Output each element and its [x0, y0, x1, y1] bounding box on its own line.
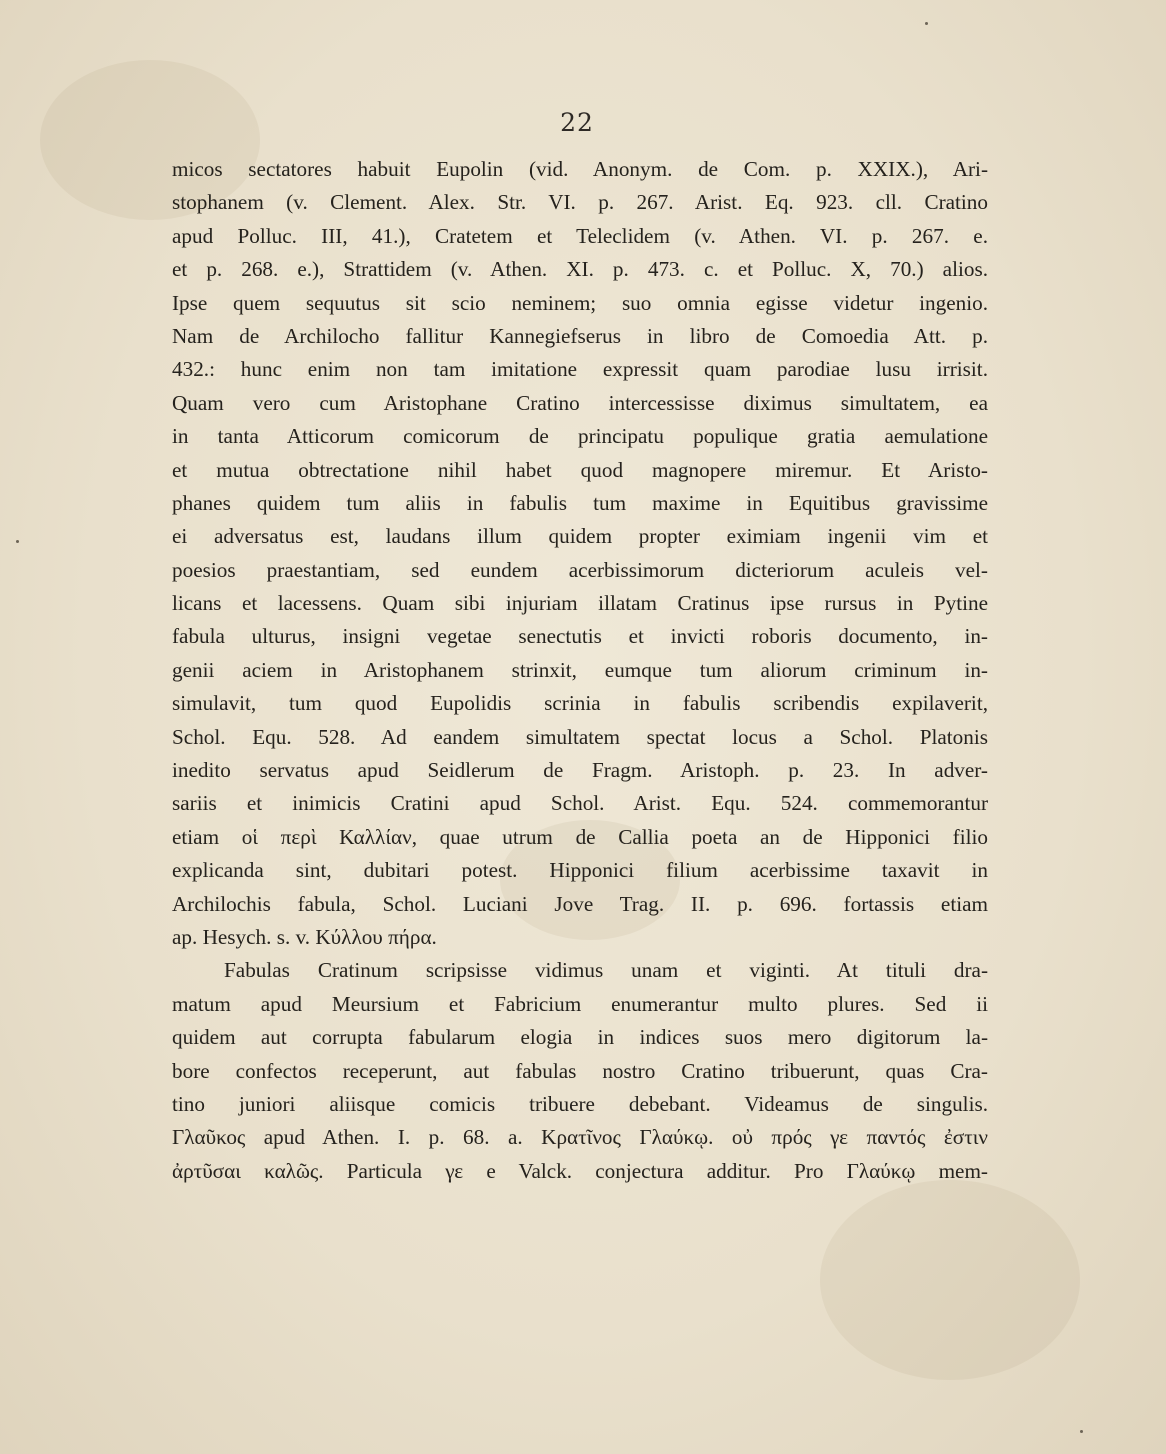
text-line: Fabulas Cratinum scripsisse vidimus unam et viginti. At tituli dra- [224, 958, 988, 983]
text-line: Nam de Archilocho fallitur Kannegiefserus in libro de Comoedia Att. p. [172, 323, 988, 348]
text-line: genii aciem in Aristophanem strinxit, eumque tum aliorum criminum in- [172, 657, 988, 682]
page-number: 22 [560, 108, 594, 137]
text-line: ei adversatus est, laudans illum quidem propter eximiam ingenii vim et [172, 524, 988, 549]
text-line: phanes quidem tum aliis in fabulis tum maxime in Equitibus gravissime [172, 490, 988, 515]
paper-stain [820, 1180, 1080, 1380]
paper-speck [1080, 1430, 1083, 1433]
text-line: et p. 268. e.), Strattidem (v. Athen. XI. p. 473. c. et Polluc. X, 70.) alios. [172, 257, 988, 282]
text-line: fabula ulturus, insigni vegetae senectutis et invicti roboris documento, in- [172, 624, 988, 649]
body-text [172, 153, 988, 1188]
text-line: bore confectos receperunt, aut fabulas nostro Cratino tribuerunt, quas Cra- [172, 1058, 988, 1083]
text-line: ἀρτῦσαι καλῶς. Particula γε e Valck. conjectura additur. Pro Γλαύκῳ mem- [172, 1158, 988, 1183]
text-line: micos sectatores habuit Eupolin (vid. Anonym. de Com. p. XXIX.), Ari- [172, 157, 988, 181]
text-line: licans et lacessens. Quam sibi injuriam illatam Cratinus ipse rursus in Pytine [172, 591, 988, 616]
text-line: Ipse quem sequutus sit scio neminem; suo omnia egisse videtur ingenio. [172, 290, 988, 315]
text-line: et mutua obtrectatione nihil habet quod magnopere miremur. Et Aristo- [172, 457, 988, 482]
text-line: etiam οἱ περὶ Καλλίαν, quae utrum de Callia poeta an de Hipponici filio [172, 824, 988, 849]
paper-speck [16, 540, 19, 543]
text-line: stophanem (v. Clement. Alex. Str. VI. p. 267. Arist. Eq. 923. cll. Cratino [172, 190, 988, 215]
text-line: sariis et inimicis Cratini apud Schol. Arist. Equ. 524. commemorantur [172, 791, 988, 816]
text-line: poesios praestantiam, sed eundem acerbissimorum dicteriorum aculeis vel- [172, 557, 988, 582]
text-line: Quam vero cum Aristophane Cratino intercessisse diximus simultatem, ea [172, 390, 988, 415]
text-line: in tanta Atticorum comicorum de principatu populique gratia aemulatione [172, 424, 988, 449]
text-line: 432.: hunc enim non tam imitatione expressit quam parodiae lusu irrisit. [172, 357, 988, 382]
paper-speck [925, 22, 928, 25]
text-line: ap. Hesych. s. v. Κύλλου πήρα. [172, 924, 437, 949]
text-line: quidem aut corrupta fabularum elogia in indices suos mero digitorum la- [172, 1025, 988, 1050]
text-line: Archilochis fabula, Schol. Luciani Jove Trag. II. p. 696. fortassis etiam [172, 891, 988, 916]
text-line: tino juniori aliisque comicis tribuere debebant. Videamus de singulis. [172, 1091, 988, 1116]
text-line: simulavit, tum quod Eupolidis scrinia in fabulis scribendis expilaverit, [172, 691, 988, 716]
text-line: apud Polluc. III, 41.), Cratetem et Teleclidem (v. Athen. VI. p. 267. e. [172, 223, 988, 248]
text-line: matum apud Meursium et Fabricium enumerantur multo plures. Sed ii [172, 991, 988, 1016]
text-line: Γλαῦκος apud Athen. I. p. 68. a. Κρατῖνος Γλαύκῳ. οὐ πρός γε παντός ἐστιν [172, 1125, 988, 1150]
text-line: Schol. Equ. 528. Ad eandem simultatem spectat locus a Schol. Platonis [172, 724, 988, 749]
text-line: explicanda sint, dubitari potest. Hipponici filium acerbissime taxavit in [172, 858, 988, 883]
text-line: inedito servatus apud Seidlerum de Fragm. Aristoph. p. 23. In adver- [172, 758, 988, 783]
